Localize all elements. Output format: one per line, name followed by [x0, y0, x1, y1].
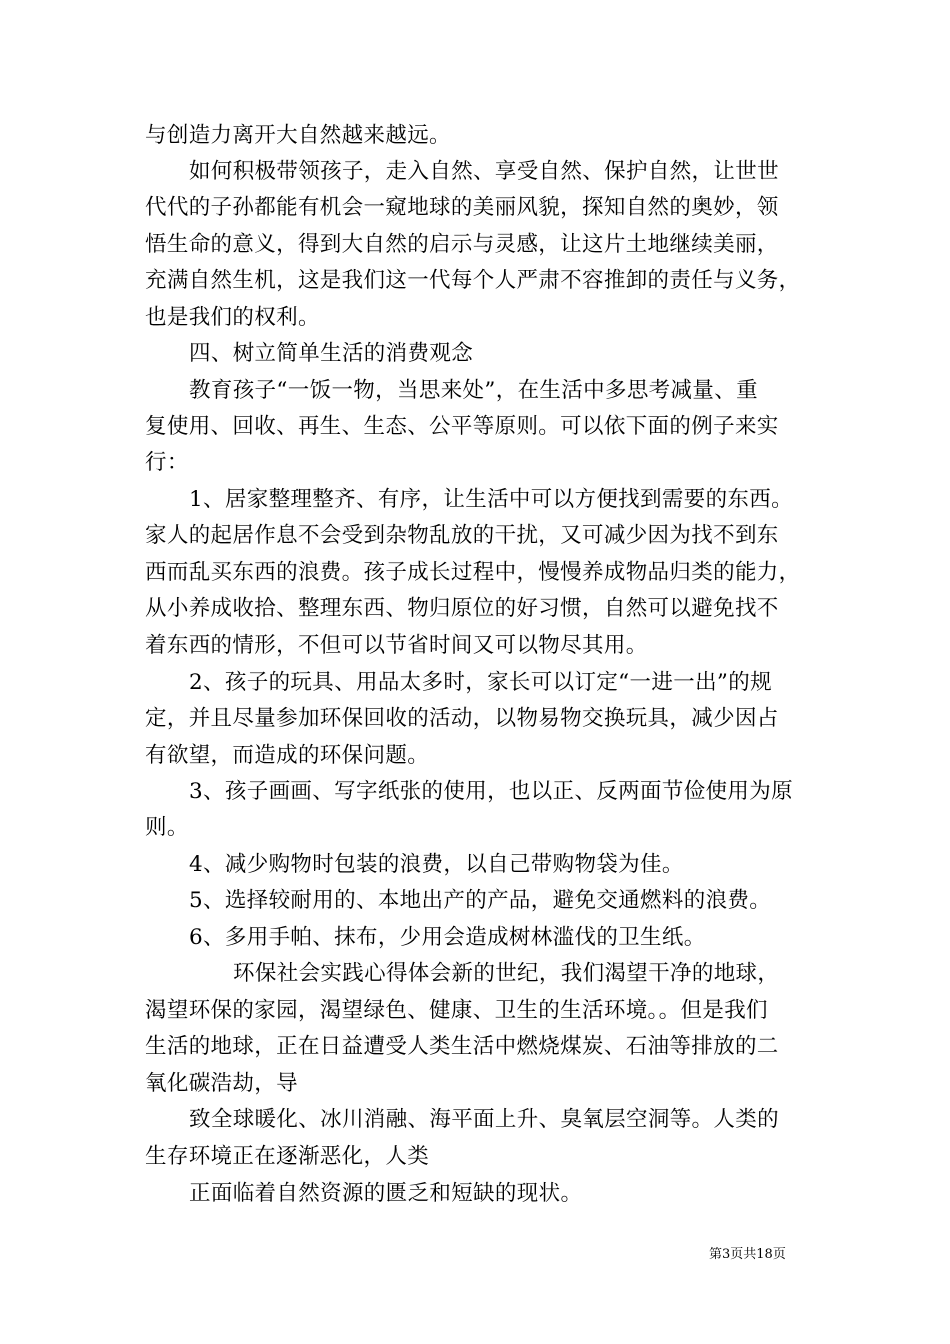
paragraph-start-line: 致全球暖化、冰川消融、海平面上升、臭氧层空洞等。人类的: [189, 1107, 779, 1132]
text-line: 复使用、回收、再生、生态、公平等原则。可以依下面的例子来实: [145, 414, 779, 439]
text-line: 西而乱买东西的浪费。孩子成长过程中，慢慢养成物品归类的能力，: [145, 560, 801, 585]
paragraph-start-line: 环保社会实践心得体会新的世纪，我们渴望干净的地球，: [233, 961, 780, 986]
text-line: 则。: [145, 815, 189, 840]
list-item-5-line: 5、选择较耐用的、本地出产的产品，避免交通燃料的浪费。: [189, 888, 772, 913]
text-line: 氧化碳浩劫，导: [145, 1071, 298, 1096]
text-line: 家人的起居作息不会受到杂物乱放的干扰，又可减少因为找不到东: [145, 523, 779, 548]
text-line: 也是我们的权利。: [145, 305, 320, 330]
text-line: 生活的地球，正在日益遭受人类生活中燃烧煤炭、石油等排放的二: [145, 1034, 779, 1059]
text-line: 生存环境正在逐渐恶化，人类: [145, 1144, 430, 1169]
text-line: 与创造力离开大自然越来越远。: [145, 123, 451, 148]
text-line: 代代的子孙都能有机会一窥地球的美丽风貌，探知自然的奥妙，领: [145, 195, 779, 220]
text-line: 行：: [145, 450, 189, 475]
list-item-1-line: 1、居家整理整齐、有序，让生活中可以方便找到需要的东西。: [189, 487, 793, 512]
text-line: 从小养成收拾、整理东西、物归原位的好习惯，自然可以避免找不: [145, 596, 779, 621]
text-line: 充满自然生机，这是我们这一代每个人严肃不容推卸的责任与义务，: [145, 268, 801, 293]
paragraph-start-line: 如何积极带领孩子，走入自然、享受自然、保护自然，让世世: [189, 159, 779, 184]
list-item-3-line: 3、孩子画画、写字纸张的使用，也以正、反两面节俭使用为原: [189, 779, 793, 804]
text-line: 渴望环保的家园，渴望绿色、健康、卫生的生活环境。。但是我们: [145, 998, 768, 1023]
text-line: 悟生命的意义，得到大自然的启示与灵感，让这片土地继续美丽，: [145, 232, 779, 257]
page-footer: 第3页共18页: [709, 1247, 786, 1262]
text-line: 定，并且尽量参加环保回收的活动，以物易物交换玩具，减少因占: [145, 706, 779, 731]
text-line: 有欲望，而造成的环保问题。: [145, 743, 430, 768]
text-line: 着东西的情形，不但可以节省时间又可以物尽其用。: [145, 633, 648, 658]
paragraph-start-line: 教育孩子“一饭一物，当思来处”，在生活中多思考减量、重: [189, 378, 758, 403]
section-heading: 四、树立简单生活的消费观念: [189, 341, 474, 366]
list-item-6-line: 6、多用手帕、抹布，少用会造成树林滥伐的卫生纸。: [189, 925, 706, 950]
paragraph-start-line: 正面临着自然资源的匮乏和短缺的现状。: [189, 1181, 583, 1206]
list-item-2-line: 2、孩子的玩具、用品太多时，家长可以订定“一进一出”的规: [189, 670, 772, 695]
list-item-4-line: 4、减少购物时包装的浪费，以自己带购物袋为佳。: [189, 852, 684, 877]
